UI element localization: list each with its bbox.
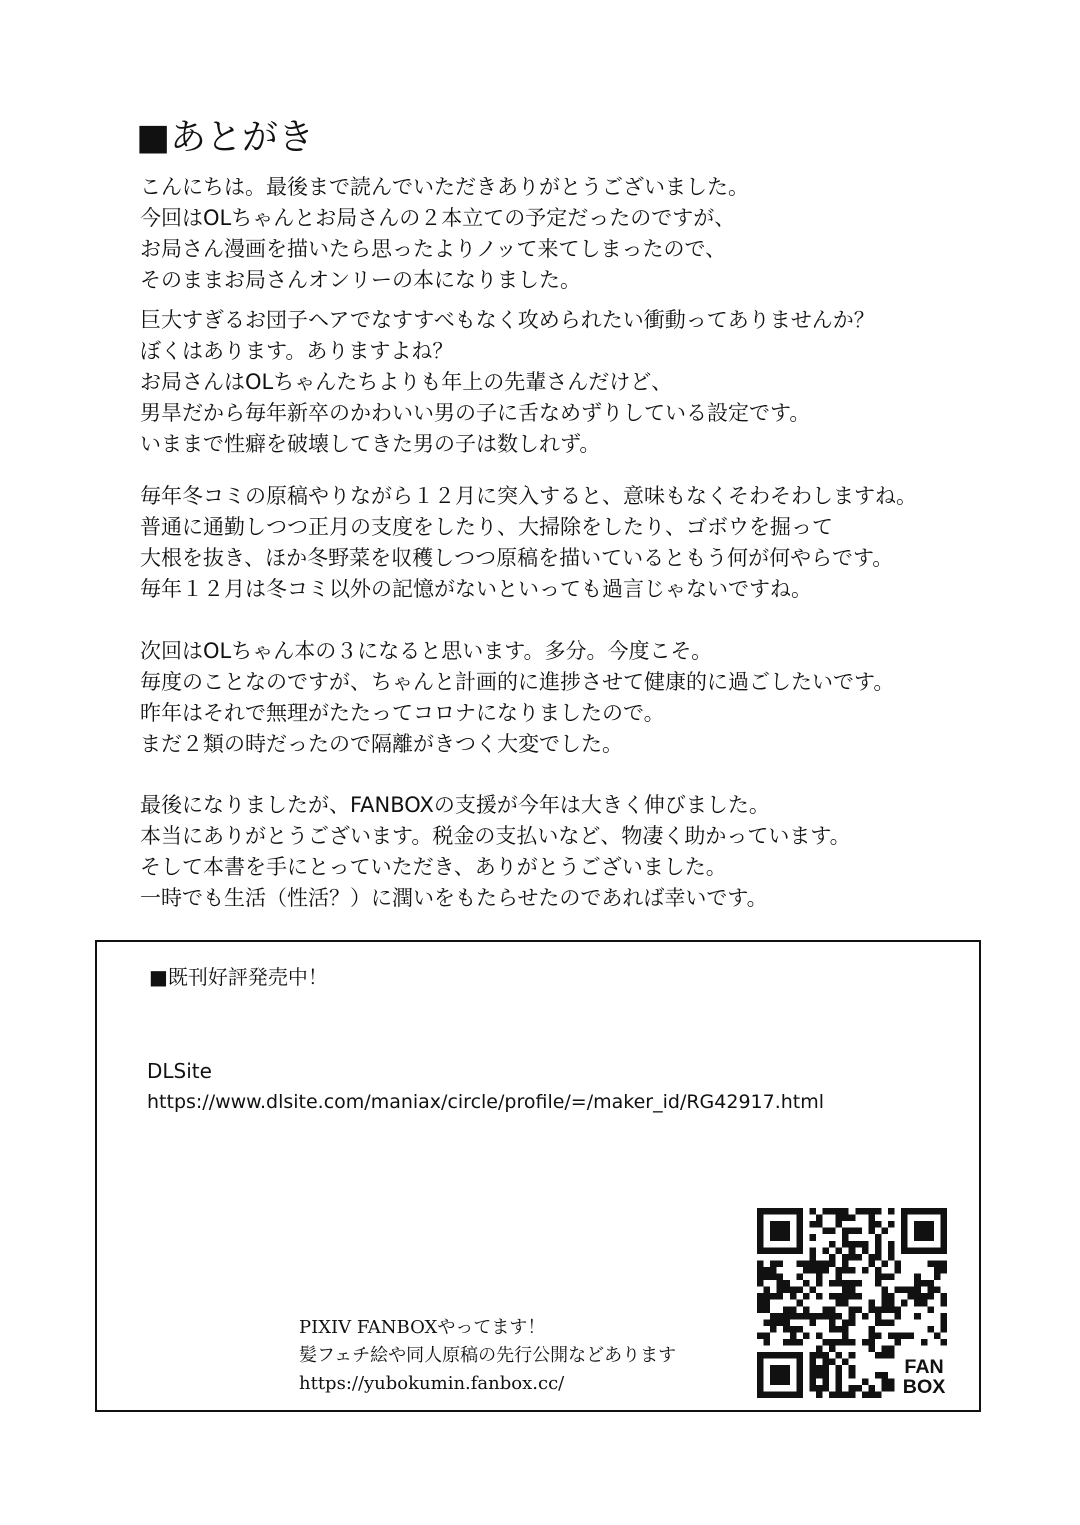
fanbox-line: 髪フェチ絵や同人原稿の先行公開などあります <box>299 1345 677 1366</box>
fanbox-promo <box>299 1314 676 1398</box>
qr-code-icon <box>757 1208 947 1398</box>
text-line: こんにちは。最後まで読んでいただきありがとうございました。 <box>140 175 749 199</box>
qr-logo-text: BOX <box>902 1375 946 1398</box>
afterword-paragraph-1 <box>140 172 749 296</box>
afterword-paragraph-3 <box>140 481 917 605</box>
text-line: 毎年冬コミの原稿やりながら１２月に突入すると、意味もなくそわそわしますね。 <box>140 484 917 508</box>
promo-box <box>95 940 981 1412</box>
text-line: そして本書を手にとっていただき、ありがとうございました。 <box>140 855 727 879</box>
text-line: 次回はOLちゃん本の３になると思います。多分。今度こそ。 <box>140 639 713 663</box>
text-line: 今回はOLちゃんとお局さんの２本立ての予定だったのですが、 <box>140 206 736 230</box>
dlsite-label: DLSite <box>147 1059 212 1083</box>
page-title: ■あとがき <box>136 117 315 158</box>
fanbox-line: PIXIV FANBOXやってます！ <box>299 1317 546 1338</box>
dlsite-url: https://www.dlsite.com/maniax/circle/profile/=/maker_id/RG42917.html <box>147 1091 825 1113</box>
promo-heading: ■既刊好評発売中！ <box>149 965 328 989</box>
text-line: お局さん漫画を描いたら思ったよりノッて来てしまったので、 <box>140 237 727 261</box>
text-line: 男旱だから毎年新卒のかわいい男の子に舌なめずりしている設定です。 <box>140 401 811 425</box>
text-line: ぼくはあります。ありますよね？ <box>140 339 454 363</box>
text-line: お局さんはOLちゃんたちよりも年上の先輩さんだけど、 <box>140 370 673 394</box>
fanbox-url: https://yubokumin.fanbox.cc/ <box>299 1373 565 1394</box>
text-line: 昨年はそれで無理がたたってコロナになりましたので。 <box>140 701 665 725</box>
text-line: 大根を抜き、ほか冬野菜を収穫しつつ原稿を描いているともう何が何やらです。 <box>140 546 894 570</box>
text-line: 最後になりましたが、FANBOXの支援が今年は大きく伸びました。 <box>140 793 770 817</box>
text-line: まだ２類の時だったので隔離がきつく大変でした。 <box>140 732 623 756</box>
text-line: 巨大すぎるお団子ヘアでなすすべもなく攻められたい衝動ってありませんか？ <box>140 308 875 332</box>
afterword-paragraph-4 <box>140 636 894 760</box>
text-line: そのままお局さんオンリーの本になりました。 <box>140 268 581 292</box>
afterword-paragraph-5 <box>140 790 851 914</box>
text-line: 一時でも生活（性活？）に潤いをもたらせたのであれば幸いです。 <box>140 886 768 910</box>
text-line: 毎度のことなのですが、ちゃんと計画的に進捗させて健康的に過ごしたいです。 <box>140 670 895 694</box>
text-line: 本当にありがとうございます。税金の支払いなど、物凄く助かっています。 <box>140 824 851 848</box>
text-line: 毎年１２月は冬コミ以外の記憶がないといっても過言じゃないですね。 <box>140 577 812 601</box>
afterword-paragraph-2 <box>140 305 875 460</box>
qr-logo-text: FAN <box>904 1356 944 1379</box>
text-line: 普通に通勤しつつ正月の支度をしたり、大掃除をしたり、ゴボウを掘って <box>140 515 833 539</box>
text-line: いままで性癖を破壊してきた男の子は数しれず。 <box>140 432 601 456</box>
